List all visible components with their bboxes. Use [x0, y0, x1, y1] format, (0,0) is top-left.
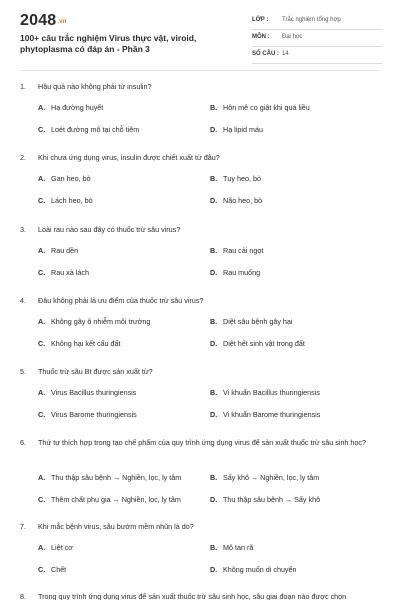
question-number: 2.: [20, 153, 26, 162]
option-letter: C.: [38, 268, 46, 277]
question-text: Trong quy trình ứng dụng virus để sản xuất thuốc trừ sâu sinh học, sâu giai đoạn nào được chọn: [38, 592, 347, 600]
question-number: 7.: [20, 522, 26, 531]
option-c[interactable]: [38, 565, 66, 575]
option-d[interactable]: [210, 268, 260, 278]
option-letter: B.: [210, 543, 218, 552]
option-text: Không gây ô nhiễm môi trường: [51, 317, 151, 326]
option-b[interactable]: [210, 543, 253, 553]
option-b[interactable]: [210, 246, 263, 256]
question-4: [20, 295, 382, 348]
question-number: 8.: [20, 592, 26, 600]
question-stem: [20, 591, 382, 600]
option-letter: C.: [38, 565, 46, 574]
question-7: [20, 521, 382, 574]
option-d[interactable]: [210, 196, 262, 206]
question-stem: [20, 366, 382, 377]
question-text: Hậu quả nào không phải từ insulin?: [38, 82, 152, 91]
site-logo[interactable]: [20, 12, 67, 30]
option-text: Virus Bacillus thuringiensis: [51, 388, 137, 397]
option-text: Hạ lipid máu: [223, 125, 263, 134]
logo-main-text: 2048: [20, 12, 57, 29]
option-a[interactable]: [38, 473, 181, 483]
question-text: Khi mắc bệnh virus, sâu bướm mềm nhũn là do?: [38, 522, 194, 531]
option-letter: A.: [38, 388, 46, 397]
question-1: [20, 81, 382, 134]
option-a[interactable]: [38, 317, 150, 327]
option-d[interactable]: [210, 125, 263, 135]
question-stem: [20, 224, 382, 235]
option-a[interactable]: [38, 246, 78, 256]
option-text: Diệt sâu bệnh gây hại: [223, 317, 293, 326]
option-c[interactable]: [38, 196, 93, 206]
meta-row-class: [252, 13, 382, 30]
option-c[interactable]: [38, 410, 137, 420]
option-d[interactable]: [210, 495, 320, 505]
question-number: 1.: [20, 82, 26, 91]
option-letter: C.: [38, 410, 46, 419]
meta-row-count: [252, 47, 382, 64]
option-text: Loét đường mô tại chỗ tiêm: [51, 125, 140, 134]
option-b[interactable]: [210, 103, 310, 113]
option-letter: B.: [210, 174, 218, 183]
option-c[interactable]: [38, 339, 121, 349]
option-letter: B.: [210, 317, 218, 326]
option-letter: C.: [38, 125, 46, 134]
question-5: [20, 366, 382, 419]
option-a[interactable]: [38, 543, 73, 553]
logo-domain-suffix: .vn: [57, 19, 67, 25]
option-text: Không muốn di chuyển: [223, 565, 297, 574]
option-letter: B.: [210, 473, 218, 482]
question-2: [20, 152, 382, 205]
question-text: Khi chưa ứng dụng virus, insulin được chiết xuất từ đâu?: [38, 153, 220, 162]
option-letter: A.: [38, 103, 46, 112]
option-letter: C.: [38, 495, 46, 504]
option-b[interactable]: [210, 317, 293, 327]
option-text: Rau xà lách: [51, 268, 89, 277]
question-stem: [20, 152, 382, 163]
option-b[interactable]: [210, 473, 319, 483]
option-text: Rau cải ngọt: [223, 246, 264, 255]
question-text: Đâu không phải là ưu điểm của thuốc trừ sâu virus?: [38, 296, 204, 305]
option-text: Thu thập sâu bệnh → Nghiền, lọc, ly tâm: [51, 473, 182, 482]
question-6: [20, 437, 382, 504]
option-text: Rau dền: [51, 246, 79, 255]
meta-value: Trắc nghiệm tổng hợp: [282, 17, 341, 23]
question-text: Thứ tự thích hợp trong tạo chế phẩm của quy trình ứng dụng virus để sản xuất thuốc trừ sâu sinh học?: [38, 438, 367, 447]
option-letter: D.: [210, 339, 218, 348]
option-letter: C.: [38, 339, 46, 348]
option-text: Thêm chất phụ gia → Nghiền, lọc, ly tâm: [51, 495, 181, 504]
question-stem: [20, 437, 382, 448]
question-stem: [20, 521, 382, 532]
option-text: Liệt cơ: [51, 543, 73, 552]
document-header: [0, 0, 400, 70]
option-text: Gan heo, bò: [51, 174, 91, 183]
option-letter: A.: [38, 246, 46, 255]
option-c[interactable]: [38, 495, 181, 505]
option-letter: C.: [38, 196, 46, 205]
question-number: 3.: [20, 225, 26, 234]
question-stem: [20, 81, 382, 92]
option-text: Mô tan rã: [223, 543, 254, 552]
option-b[interactable]: [210, 174, 261, 184]
option-letter: D.: [210, 196, 218, 205]
option-d[interactable]: [210, 410, 320, 420]
option-c[interactable]: [38, 125, 139, 135]
meta-value: 14: [282, 51, 289, 57]
option-letter: B.: [210, 246, 218, 255]
option-letter: D.: [210, 410, 218, 419]
meta-row-subject: [252, 30, 382, 47]
option-b[interactable]: [210, 388, 320, 398]
option-letter: D.: [210, 565, 218, 574]
option-text: Chết: [51, 565, 67, 574]
option-text: Không hại kết cấu đất: [51, 339, 121, 348]
option-letter: B.: [210, 103, 218, 112]
question-8: [20, 591, 382, 600]
option-c[interactable]: [38, 268, 89, 278]
option-letter: D.: [210, 495, 218, 504]
option-text: Virus Barome thuringiensis: [51, 410, 137, 419]
option-text: Sấy khô → Nghiền, lọc, ly tâm: [223, 473, 320, 482]
option-letter: D.: [210, 268, 218, 277]
option-letter: B.: [210, 388, 218, 397]
question-text: Thuốc trừ sâu Bt được sản xuất từ?: [38, 367, 153, 376]
option-text: Hôn mê co giật khi quá liều: [223, 103, 310, 112]
question-number: 4.: [20, 296, 26, 305]
meta-key: SỐ CÂU :: [252, 51, 279, 57]
option-letter: A.: [38, 543, 46, 552]
option-letter: A.: [38, 473, 46, 482]
option-d[interactable]: [210, 565, 297, 575]
meta-value: Đại học: [282, 34, 303, 40]
option-text: Vi khuẩn Bacillus thuringiensis: [223, 388, 320, 397]
option-d[interactable]: [210, 339, 305, 349]
option-a[interactable]: [38, 388, 136, 398]
option-text: Hạ đường huyết: [51, 103, 104, 112]
option-text: Rau muống: [223, 268, 261, 277]
option-letter: D.: [210, 125, 218, 134]
document-title: 100+ câu trắc nghiệm Virus thực vật, viroid, phytoplasma có đáp án - Phần 3: [20, 33, 197, 54]
document-meta-table: [252, 13, 382, 64]
question-3: [20, 224, 382, 277]
option-text: Thu thập sâu bệnh → Sấy khô: [223, 495, 321, 504]
option-a[interactable]: [38, 174, 91, 184]
meta-key: LỚP :: [252, 17, 269, 23]
question-stem: [20, 295, 382, 306]
question-text: Loài rau nào sau đây có thuốc trừ sâu virus?: [38, 225, 181, 234]
question-number: 6.: [20, 438, 26, 447]
header-divider: [20, 70, 380, 71]
option-text: Tụy heo, bò: [223, 174, 261, 183]
option-letter: A.: [38, 174, 46, 183]
option-letter: A.: [38, 317, 46, 326]
option-a[interactable]: [38, 103, 103, 113]
option-text: Vi khuẩn Barome thuringiensis: [223, 410, 321, 419]
option-text: Não heo, bò: [223, 196, 263, 205]
question-number: 5.: [20, 367, 26, 376]
option-text: Diệt hết sinh vật trong đất: [223, 339, 305, 348]
option-text: Lách heo, bò: [51, 196, 93, 205]
meta-key: MÔN :: [252, 34, 270, 40]
